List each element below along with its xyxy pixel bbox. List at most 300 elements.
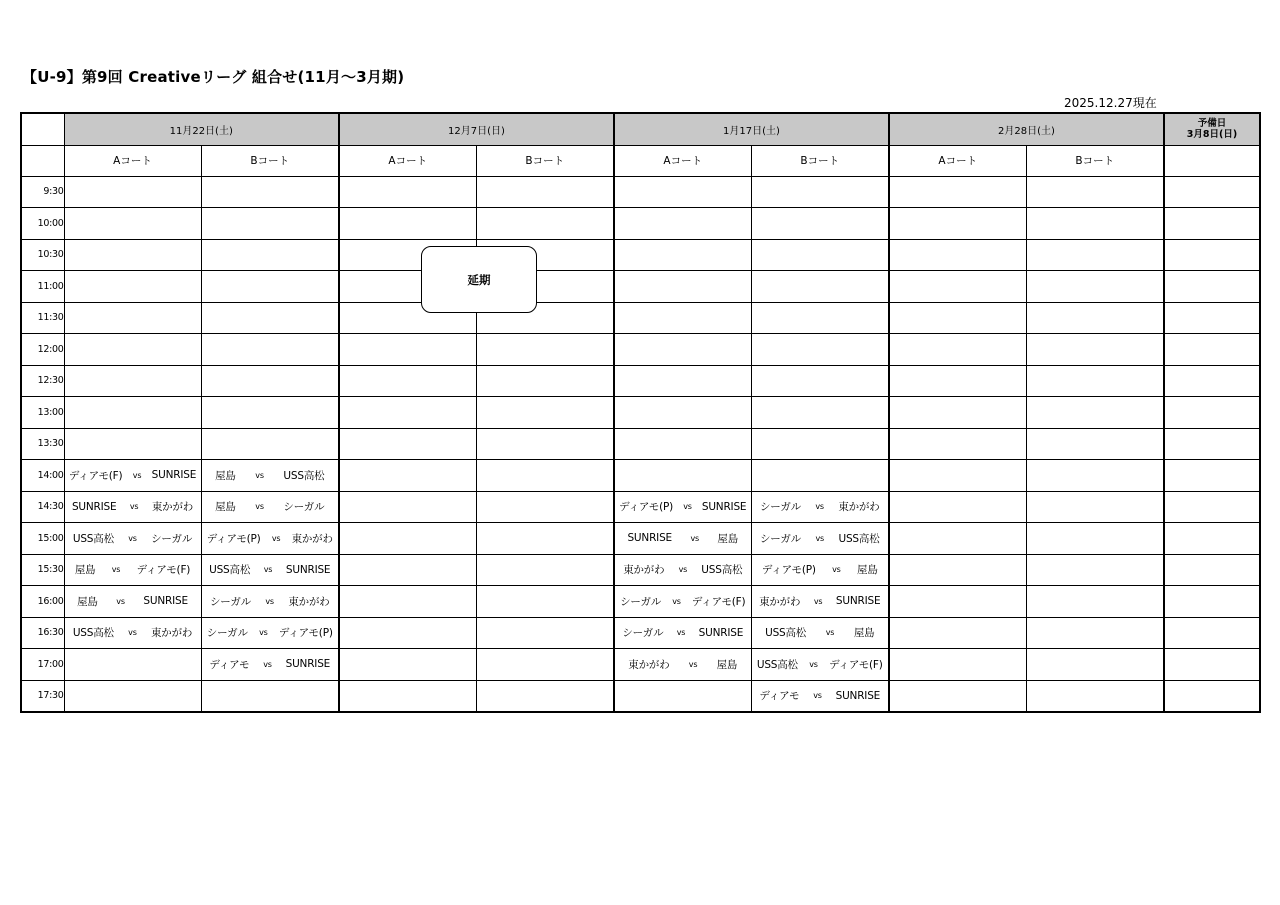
vs-label: vs bbox=[676, 628, 686, 638]
schedule-cell bbox=[339, 586, 476, 618]
schedule-cell bbox=[1026, 271, 1164, 303]
schedule-cell bbox=[339, 397, 476, 429]
schedule-cell bbox=[1164, 586, 1260, 618]
vs-label: vs bbox=[690, 533, 699, 543]
schedule-cell bbox=[64, 239, 201, 271]
time-label: 17:30 bbox=[21, 680, 64, 712]
match-entry bbox=[615, 531, 751, 546]
time-slot-row bbox=[21, 271, 1260, 303]
schedule-cell bbox=[201, 586, 339, 618]
schedule-cell bbox=[64, 365, 201, 397]
away-team: SUNRISE bbox=[835, 689, 881, 702]
match-entry bbox=[752, 657, 889, 672]
schedule-cell bbox=[201, 680, 339, 712]
schedule-cell bbox=[1026, 397, 1164, 429]
match-entry bbox=[752, 531, 889, 546]
schedule-cell bbox=[64, 428, 201, 460]
court-a-header: Aコート bbox=[64, 145, 201, 176]
postponed-notice: 延期 bbox=[421, 246, 537, 313]
schedule-cell bbox=[614, 460, 751, 492]
schedule-cell bbox=[889, 554, 1026, 586]
home-team: USS高松 bbox=[72, 532, 114, 545]
home-team: SUNRISE bbox=[627, 532, 672, 545]
away-team: SUNRISE bbox=[701, 500, 747, 513]
schedule-cell bbox=[201, 271, 339, 303]
vs-label: vs bbox=[128, 533, 137, 543]
time-label: 17:00 bbox=[21, 649, 64, 681]
schedule-cell bbox=[1164, 271, 1260, 303]
time-slot-row bbox=[21, 365, 1260, 397]
schedule-cell bbox=[614, 649, 751, 681]
away-team: 屋島 bbox=[857, 564, 878, 577]
vs-label: vs bbox=[255, 470, 264, 480]
schedule-cell bbox=[339, 649, 476, 681]
schedule-cell bbox=[1164, 365, 1260, 397]
match-entry bbox=[615, 499, 751, 514]
schedule-cell bbox=[751, 302, 889, 334]
schedule-cell bbox=[339, 365, 476, 397]
time-slot-row bbox=[21, 208, 1260, 240]
time-slot-row bbox=[21, 397, 1260, 429]
schedule-cell bbox=[1026, 523, 1164, 555]
schedule-cell bbox=[201, 334, 339, 366]
vs-label: vs bbox=[825, 628, 835, 638]
schedule-cell bbox=[476, 208, 614, 240]
schedule-cell bbox=[751, 271, 889, 303]
schedule-cell bbox=[64, 271, 201, 303]
match-entry bbox=[615, 657, 751, 672]
schedule-cell bbox=[614, 617, 751, 649]
schedule-cell bbox=[614, 397, 751, 429]
schedule-cell bbox=[1026, 302, 1164, 334]
schedule-cell bbox=[64, 680, 201, 712]
schedule-cell bbox=[751, 649, 889, 681]
away-team: SUNRISE bbox=[698, 626, 744, 639]
time-label: 11:30 bbox=[21, 302, 64, 334]
schedule-cell bbox=[1026, 365, 1164, 397]
home-team: 東かがわ bbox=[759, 595, 801, 608]
date-header-4: 2月28日(土) bbox=[889, 113, 1164, 145]
home-team: シーガル bbox=[759, 532, 801, 545]
schedule-cell bbox=[1164, 302, 1260, 334]
home-team: 屋島 bbox=[74, 564, 96, 577]
time-slot-row bbox=[21, 239, 1260, 271]
home-team: ディアモ(P) bbox=[761, 564, 816, 577]
home-team: USS高松 bbox=[765, 627, 807, 640]
corner-cell bbox=[21, 145, 64, 176]
away-team: シーガル bbox=[151, 532, 193, 545]
schedule-cell bbox=[476, 491, 614, 523]
home-team: ディアモ bbox=[759, 690, 800, 702]
match-entry bbox=[65, 594, 201, 609]
schedule-cell bbox=[1026, 176, 1164, 208]
home-team: シーガル bbox=[759, 501, 801, 514]
home-team: ディアモ bbox=[209, 658, 250, 671]
schedule-cell bbox=[339, 554, 476, 586]
schedule-cell bbox=[476, 397, 614, 429]
home-team: ディアモ(F) bbox=[68, 469, 123, 482]
schedule-cell bbox=[64, 523, 201, 555]
match-entry bbox=[752, 594, 889, 609]
match-entry bbox=[752, 562, 889, 577]
schedule-cell bbox=[1026, 334, 1164, 366]
schedule-cell bbox=[476, 176, 614, 208]
reserve-date: 3月8日(日) bbox=[1186, 129, 1238, 141]
schedule-cell bbox=[751, 334, 889, 366]
court-b-header: Bコート bbox=[201, 145, 339, 176]
vs-label: vs bbox=[263, 565, 273, 575]
home-team: 屋島 bbox=[215, 501, 236, 514]
schedule-cell bbox=[614, 554, 751, 586]
schedule-cell bbox=[614, 523, 751, 555]
match-entry bbox=[65, 625, 201, 640]
schedule-cell bbox=[201, 208, 339, 240]
schedule-cell bbox=[1164, 554, 1260, 586]
away-team: ディアモ(P) bbox=[278, 627, 333, 640]
schedule-cell bbox=[339, 428, 476, 460]
schedule-cell bbox=[889, 649, 1026, 681]
match-entry bbox=[615, 562, 751, 577]
time-label: 16:00 bbox=[21, 586, 64, 618]
home-team: シーガル bbox=[620, 595, 662, 608]
home-team: SUNRISE bbox=[71, 500, 117, 513]
schedule-cell bbox=[889, 271, 1026, 303]
vs-label: vs bbox=[129, 502, 139, 512]
schedule-cell bbox=[201, 302, 339, 334]
home-team: ディアモ(P) bbox=[206, 532, 261, 545]
away-team: 東かがわ bbox=[150, 627, 193, 640]
vs-label: vs bbox=[832, 565, 841, 575]
schedule-cell bbox=[201, 554, 339, 586]
schedule-cell bbox=[476, 586, 614, 618]
time-label: 14:30 bbox=[21, 491, 64, 523]
time-slot-row bbox=[21, 428, 1260, 460]
court-a-header: Aコート bbox=[614, 145, 751, 176]
court-a-header: Aコート bbox=[889, 145, 1026, 176]
time-label: 9:30 bbox=[21, 176, 64, 208]
schedule-cell bbox=[201, 397, 339, 429]
schedule-cell bbox=[64, 397, 201, 429]
match-entry bbox=[202, 657, 339, 672]
schedule-cell bbox=[339, 460, 476, 492]
schedule-body bbox=[21, 176, 1260, 712]
schedule-cell bbox=[476, 365, 614, 397]
schedule-cell bbox=[339, 680, 476, 712]
schedule-cell bbox=[1164, 680, 1260, 712]
match-entry bbox=[615, 594, 751, 609]
time-label: 10:00 bbox=[21, 208, 64, 240]
schedule-cell bbox=[1164, 176, 1260, 208]
vs-label: vs bbox=[815, 533, 824, 543]
court-b-header: Bコート bbox=[1026, 145, 1164, 176]
reserve-court-header bbox=[1164, 145, 1260, 176]
date-header-row bbox=[21, 113, 1260, 145]
home-team: シーガル bbox=[206, 627, 248, 640]
schedule-cell bbox=[339, 617, 476, 649]
match-entry bbox=[752, 688, 889, 703]
schedule-cell bbox=[889, 523, 1026, 555]
schedule-cell bbox=[476, 649, 614, 681]
schedule-cell bbox=[64, 460, 201, 492]
home-team: USS高松 bbox=[209, 564, 251, 577]
schedule-cell bbox=[614, 302, 751, 334]
home-team: 東かがわ bbox=[628, 658, 670, 671]
match-entry bbox=[202, 531, 339, 546]
schedule-cell bbox=[1026, 428, 1164, 460]
schedule-cell bbox=[64, 554, 201, 586]
vs-label: vs bbox=[678, 565, 688, 575]
schedule-cell bbox=[889, 586, 1026, 618]
vs-label: vs bbox=[813, 691, 822, 700]
schedule-cell bbox=[889, 460, 1026, 492]
vs-label: vs bbox=[128, 628, 137, 638]
schedule-cell bbox=[64, 649, 201, 681]
vs-label: vs bbox=[265, 596, 274, 606]
home-team: 屋島 bbox=[77, 595, 98, 608]
schedule-cell bbox=[339, 523, 476, 555]
match-entry bbox=[752, 625, 889, 640]
schedule-cell bbox=[751, 586, 889, 618]
schedule-cell bbox=[751, 176, 889, 208]
schedule-cell bbox=[64, 586, 201, 618]
time-label: 10:30 bbox=[21, 239, 64, 271]
away-team: USS高松 bbox=[283, 469, 325, 482]
date-header-2: 12月7日(日) bbox=[339, 113, 614, 145]
time-slot-row bbox=[21, 586, 1260, 618]
page-title: 【U-9】第9回 Creativeリーグ 組合せ(11月～3月期) bbox=[22, 68, 405, 86]
schedule-cell bbox=[339, 176, 476, 208]
vs-label: vs bbox=[116, 596, 125, 606]
schedule-cell bbox=[1164, 428, 1260, 460]
match-entry bbox=[65, 531, 201, 546]
away-team: 東かがわ bbox=[288, 595, 330, 608]
date-header-3: 1月17日(土) bbox=[614, 113, 889, 145]
schedule-cell bbox=[201, 365, 339, 397]
schedule-cell bbox=[1026, 617, 1164, 649]
match-entry bbox=[752, 499, 889, 514]
court-b-header: Bコート bbox=[476, 145, 614, 176]
court-header-row bbox=[21, 145, 1260, 176]
schedule-cell bbox=[64, 491, 201, 523]
schedule-cell bbox=[1164, 239, 1260, 271]
vs-label: vs bbox=[809, 659, 818, 669]
schedule-cell bbox=[64, 176, 201, 208]
schedule-cell bbox=[889, 491, 1026, 523]
date-header-1: 11月22日(土) bbox=[64, 113, 339, 145]
schedule-cell bbox=[1164, 491, 1260, 523]
schedule-cell bbox=[476, 428, 614, 460]
schedule-cell bbox=[201, 649, 339, 681]
schedule-cell bbox=[201, 523, 339, 555]
match-entry bbox=[202, 562, 339, 577]
vs-label: vs bbox=[111, 565, 121, 575]
match-entry bbox=[202, 468, 339, 483]
time-slot-row bbox=[21, 649, 1260, 681]
time-slot-row bbox=[21, 302, 1260, 334]
away-team: SUNRISE bbox=[285, 658, 331, 671]
away-team: ディアモ(F) bbox=[691, 595, 746, 608]
home-team: シーガル bbox=[622, 627, 664, 640]
home-team: USS高松 bbox=[72, 627, 114, 640]
schedule-cell bbox=[889, 428, 1026, 460]
schedule-cell bbox=[751, 428, 889, 460]
away-team: ディアモ(F) bbox=[829, 658, 883, 671]
schedule-cell bbox=[751, 460, 889, 492]
schedule-cell bbox=[751, 397, 889, 429]
match-entry bbox=[65, 499, 201, 514]
schedule-cell bbox=[1164, 334, 1260, 366]
time-label: 15:00 bbox=[21, 523, 64, 555]
schedule-cell bbox=[1026, 208, 1164, 240]
schedule-cell bbox=[751, 680, 889, 712]
time-slot-row bbox=[21, 176, 1260, 208]
schedule-table bbox=[20, 112, 1261, 713]
away-team: ディアモ(F) bbox=[136, 564, 191, 577]
vs-label: vs bbox=[672, 596, 681, 606]
time-label: 12:00 bbox=[21, 334, 64, 366]
schedule-cell bbox=[614, 271, 751, 303]
schedule-cell bbox=[889, 302, 1026, 334]
schedule-cell bbox=[614, 491, 751, 523]
corner-cell bbox=[21, 113, 64, 145]
time-label: 15:30 bbox=[21, 554, 64, 586]
schedule-cell bbox=[614, 586, 751, 618]
away-team: SUNRISE bbox=[143, 595, 188, 608]
schedule-cell bbox=[476, 680, 614, 712]
schedule-cell bbox=[201, 176, 339, 208]
vs-label: vs bbox=[263, 659, 272, 669]
vs-label: vs bbox=[815, 502, 824, 512]
away-team: 屋島 bbox=[853, 627, 875, 640]
schedule-cell bbox=[751, 491, 889, 523]
away-team: USS高松 bbox=[838, 532, 880, 545]
match-entry bbox=[202, 499, 339, 514]
away-team: SUNRISE bbox=[835, 595, 881, 608]
schedule-cell bbox=[64, 302, 201, 334]
schedule-cell bbox=[751, 554, 889, 586]
away-team: 東かがわ bbox=[151, 501, 194, 514]
schedule-cell bbox=[1164, 649, 1260, 681]
time-slot-row bbox=[21, 491, 1260, 523]
match-entry bbox=[202, 625, 339, 640]
away-team: 屋島 bbox=[717, 532, 739, 545]
schedule-cell bbox=[889, 239, 1026, 271]
vs-label: vs bbox=[813, 596, 823, 606]
schedule-cell bbox=[889, 208, 1026, 240]
time-slot-row bbox=[21, 334, 1260, 366]
schedule-cell bbox=[1026, 460, 1164, 492]
schedule-cell bbox=[751, 617, 889, 649]
away-team: SUNRISE bbox=[285, 563, 331, 576]
away-team: 屋島 bbox=[716, 658, 738, 671]
vs-label: vs bbox=[255, 502, 264, 512]
schedule-cell bbox=[476, 334, 614, 366]
schedule-cell bbox=[201, 617, 339, 649]
match-entry bbox=[65, 562, 201, 577]
schedule-cell bbox=[614, 176, 751, 208]
vs-label: vs bbox=[271, 533, 281, 543]
schedule-cell bbox=[751, 365, 889, 397]
schedule-cell bbox=[614, 334, 751, 366]
match-entry bbox=[202, 594, 339, 609]
time-label: 13:00 bbox=[21, 397, 64, 429]
time-slot-row bbox=[21, 617, 1260, 649]
schedule-cell bbox=[339, 208, 476, 240]
schedule-cell bbox=[889, 680, 1026, 712]
schedule-cell bbox=[64, 208, 201, 240]
away-team: シーガル bbox=[283, 501, 325, 514]
reserve-label: 予備日 bbox=[1197, 118, 1227, 130]
schedule-cell bbox=[476, 617, 614, 649]
vs-label: vs bbox=[683, 502, 692, 512]
schedule-cell bbox=[1026, 680, 1164, 712]
time-slot-row bbox=[21, 554, 1260, 586]
time-label: 16:30 bbox=[21, 617, 64, 649]
schedule-cell bbox=[889, 397, 1026, 429]
home-team: 東かがわ bbox=[623, 564, 665, 577]
schedule-cell bbox=[64, 617, 201, 649]
schedule-cell bbox=[1164, 617, 1260, 649]
schedule-cell bbox=[201, 428, 339, 460]
schedule-cell bbox=[614, 680, 751, 712]
schedule-cell bbox=[614, 428, 751, 460]
schedule-cell bbox=[889, 176, 1026, 208]
schedule-cell bbox=[64, 334, 201, 366]
court-a-header: Aコート bbox=[339, 145, 476, 176]
home-team: シーガル bbox=[209, 595, 251, 608]
schedule-cell bbox=[201, 460, 339, 492]
schedule-cell bbox=[339, 334, 476, 366]
time-label: 14:00 bbox=[21, 460, 64, 492]
schedule-cell bbox=[1164, 397, 1260, 429]
schedule-cell bbox=[476, 523, 614, 555]
schedule-cell bbox=[889, 365, 1026, 397]
schedule-cell bbox=[1164, 208, 1260, 240]
away-team: 東かがわ bbox=[838, 501, 880, 514]
reserve-date-header bbox=[1164, 113, 1260, 145]
schedule-cell bbox=[751, 239, 889, 271]
home-team: USS高松 bbox=[756, 658, 798, 671]
court-b-header: Bコート bbox=[751, 145, 889, 176]
schedule-cell bbox=[1026, 239, 1164, 271]
schedule-cell bbox=[201, 239, 339, 271]
schedule-cell bbox=[476, 554, 614, 586]
away-team: USS高松 bbox=[701, 564, 743, 577]
schedule-cell bbox=[889, 617, 1026, 649]
schedule-cell bbox=[201, 491, 339, 523]
schedule-cell bbox=[751, 523, 889, 555]
schedule-cell bbox=[1026, 491, 1164, 523]
away-team: SUNRISE bbox=[151, 469, 197, 482]
schedule-cell bbox=[1164, 523, 1260, 555]
home-team: 屋島 bbox=[215, 469, 236, 482]
as-of-date: 2025.12.27現在 bbox=[1064, 96, 1157, 110]
schedule-cell bbox=[614, 208, 751, 240]
vs-label: vs bbox=[132, 470, 142, 480]
away-team: 東かがわ bbox=[291, 532, 333, 545]
schedule-cell bbox=[614, 365, 751, 397]
schedule-cell bbox=[889, 334, 1026, 366]
schedule-cell bbox=[614, 239, 751, 271]
time-label: 13:30 bbox=[21, 428, 64, 460]
match-entry bbox=[65, 468, 201, 483]
time-label: 12:30 bbox=[21, 365, 64, 397]
schedule-cell bbox=[1026, 554, 1164, 586]
schedule-cell bbox=[1026, 649, 1164, 681]
schedule-cell bbox=[751, 208, 889, 240]
vs-label: vs bbox=[688, 659, 698, 669]
schedule-cell bbox=[1026, 586, 1164, 618]
